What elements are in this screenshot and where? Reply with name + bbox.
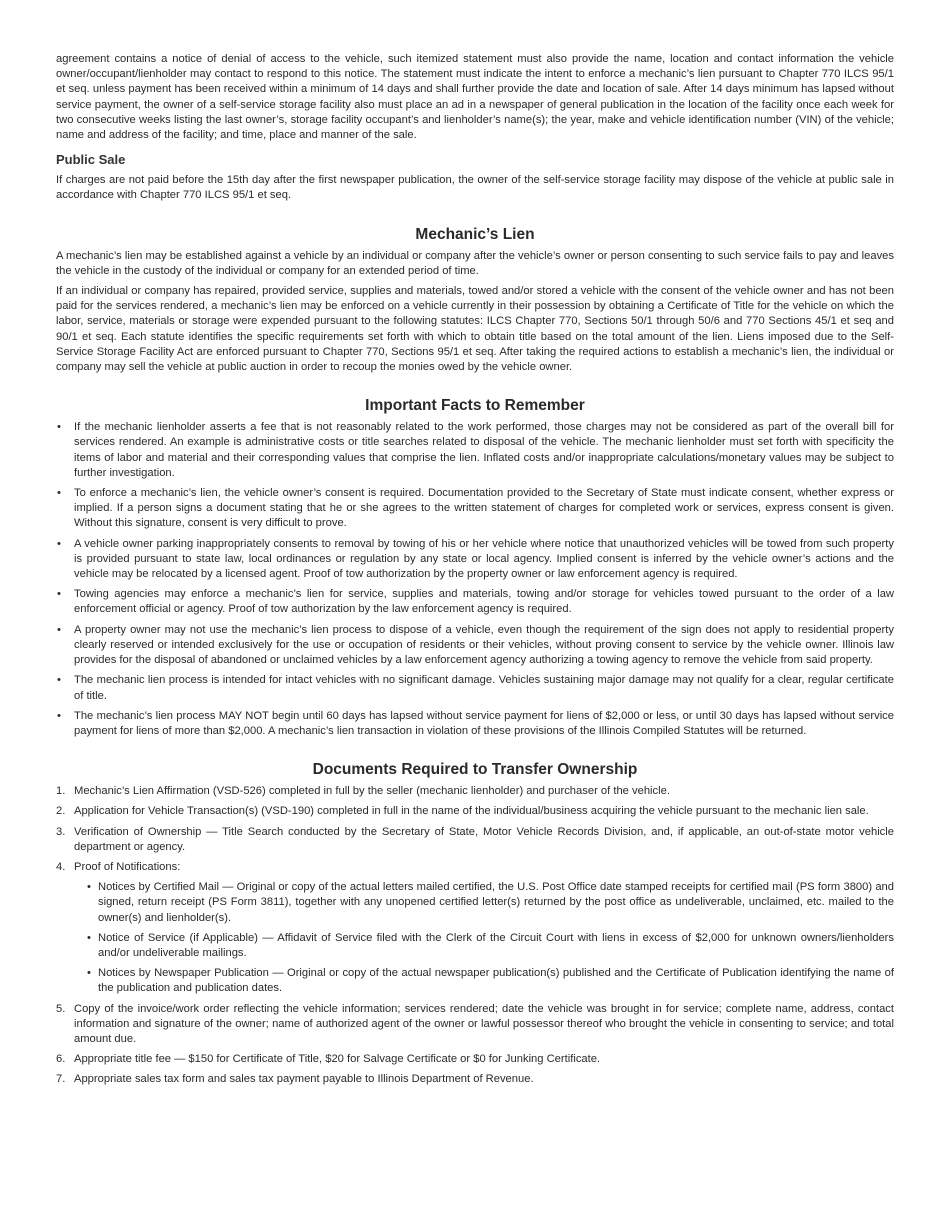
notification-item: [74, 966, 894, 996]
fact-item: [56, 587, 894, 617]
bullet-icon: •: [57, 674, 61, 687]
intro-paragraph: agreement contains a notice of denial of access to the vehicle, such itemized statement must also provide the name, location and contact information the vehicle owner/occupant/lienholder may contact to respond to this notice. The statement must indicate the intent to enforce a mechanic’s lien pursuant to Chapter 770 ILCS 95/1 et seq. unless payment has been received within a minimum of 14 days and shall further provide the date and location of sale. After 14 days minimum has lapsed without service payment, the owner of a self-service storage facility also must place an ad in a newspaper of general publication in the location of the facility once each week for two consecutive weeks listing the last owner’s, storage facility occupant’s and lienholder’s name(s); the year, make and vehicle identification number (VIN) of the vehicle; name and address of the facility; and time, place and manner of the sale.: [56, 53, 894, 142]
document-text: Verification of Ownership — Title Search conducted by the Secretary of State, Motor Vehicle Records Division, and, if applicable, an out-of-state motor vehicle department or agency.: [74, 825, 894, 853]
document-item: [56, 784, 894, 799]
bullet-icon: •: [57, 623, 61, 636]
public-sale-text: If charges are not paid before the 15th day after the first newspaper publication, the owner of the self-service storage facility may dispose of the vehicle at public sale in accordance with Chapter 770 ILCS 95/1 et seq.: [56, 174, 894, 202]
important-facts-title: Important Facts to Remember: [365, 397, 585, 415]
fact-text: A vehicle owner parking inappropriately consents to removal by towing of his or her vehicle where notice that unauthorized vehicles will be towed from such property is provided pursuant to state law, local ordinances or regulation by any state or local agency. Implied consent is inferred by the vehicle owner’s actions and the vehicle may be relocated by a licensed agent. Proof of tow authorization by the property owner or law enforcement agency is required.: [74, 537, 894, 581]
fact-item: [56, 420, 894, 481]
item-number: 1.: [56, 785, 66, 798]
bullet-icon: •: [87, 881, 91, 894]
fact-item: [56, 709, 894, 739]
document-text: Mechanic’s Lien Affirmation (VSD-526) completed in full by the seller (mechanic lienholder) and purchaser of the vehicle.: [74, 785, 670, 798]
item-number: 3.: [56, 825, 66, 838]
bullet-icon: •: [87, 967, 91, 980]
bullet-icon: •: [57, 709, 61, 722]
mechanics-lien-paragraph-2: If an individual or company has repaired, provided service, supplies and materials, towed and/or stored a vehicle with the consent of the vehicle owner and has not been paid for the services rendered, a mechanic’s lien may be enforced on a vehicle currently in their possession by obtaining a Certificate of Title for the vehicle on which the labor, service, materials or storage were expended pursuant to the following statutes: ILCS Chapter 770, Sections 50/1 through 50/6 and 770 Sections 45/1 et seq and 90/1 et seq. Each statute identifies the specific requirements set forth with which to obtain title based on the total amount of the lien. Liens imposed due to the Self-Service Storage Facility Act are enforced pursuant to Chapter 770, Sections 95/1 et seq. After taking the required actions to establish a mechanic’s lien, the individual or company may sell the vehicle at public auction in order to recoup the monies owed by the vehicle owner.: [56, 285, 894, 374]
item-number: 6.: [56, 1053, 66, 1066]
document-text: Appropriate sales tax form and sales tax payment payable to Illinois Department of Revenue.: [74, 1073, 534, 1086]
bullet-icon: •: [57, 487, 61, 500]
fact-text: If the mechanic lienholder asserts a fee that is not reasonably related to the work performed, those charges may not be considered as part of the overall bill for services rendered. An example is administrative costs or title searches related to disposal of the vehicle. The mechanic lienholder must set forth with specificity the items of labor and material and their corresponding values that comprise the lien. Inflated costs and/or inappropriate calculations/monetary values may be subject to further investigation.: [74, 421, 894, 479]
important-facts-list: [56, 420, 894, 739]
bullet-icon: •: [57, 537, 61, 550]
documents-required-title: Documents Required to Transfer Ownership: [312, 761, 638, 779]
document-item: [56, 860, 894, 997]
document-text: Appropriate title fee — $150 for Certificate of Title, $20 for Salvage Certificate or $0 for Junking Certificate.: [74, 1053, 601, 1066]
document-text: Proof of Notifications:: [74, 860, 181, 873]
fact-text: The mechanic’s lien process MAY NOT begin until 60 days has lapsed without service payment for liens of $2,000 or less, or until 30 days has lapsed without service payment for liens of more than $2,000. A mechanic’s lien transaction in violation of these provisions of the Illinois Compiled Statutes will be returned.: [74, 709, 894, 737]
item-number: 5.: [56, 1002, 66, 1015]
public-sale-heading: Public Sale: [56, 152, 126, 168]
notification-item: [74, 931, 894, 961]
bullet-icon: •: [57, 588, 61, 601]
fact-item: [56, 673, 894, 703]
fact-text: A property owner may not use the mechanic’s lien process to dispose of a vehicle, even though the requirement of the sign does not apply to residential property clearly reserved or intended exclusively for the use or occupation of residents or their vehicles, without proving consent to service by the vehicle owner. Illinois law provides for the disposal of abandoned or unclaimed vehicles by a law enforcement agency authorizing a towing agency to remove the vehicle from said property.: [74, 623, 894, 667]
item-number: 2.: [56, 805, 66, 818]
item-number: 4.: [56, 860, 66, 873]
mechanics-lien-title: Mechanic’s Lien: [415, 225, 535, 243]
bullet-icon: •: [87, 931, 91, 944]
document-text: Copy of the invoice/work order reflecting the vehicle information; services rendered; date the vehicle was brought in for service; complete name, address, contact information and signature of the owner; name of authorized agent of the owner or lawful possessor thereof who brought the vehicle in consenting to service; and total amount due.: [74, 1002, 894, 1045]
document-item: [56, 825, 894, 855]
fact-text: Towing agencies may enforce a mechanic’s lien for service, supplies and materials, towing and/or storage for vehicles towed pursuant to the order of a law enforcement official or agency. Proof of tow authorization by the law enforcement agency is required.: [74, 588, 894, 616]
notification-text: Notices by Newspaper Publication — Original or copy of the actual newspaper publication(s) published and the Certificate of Publication identifying the name of the publication and publication dates.: [98, 967, 894, 995]
notification-item: [74, 880, 894, 926]
item-number: 7.: [56, 1073, 66, 1086]
document-item: [56, 1072, 894, 1087]
notification-text: Notices by Certified Mail — Original or copy of the actual letters mailed certified, the U.S. Post Office date stamped receipts for certified mail (PS form 3800) and signed, return receipt (PS Form 3811), together with any unopened certified letter(s) returned by the post office as undeliverable, unclaimed, etc. mailed to the owner(s) and lienholder(s).: [98, 881, 894, 924]
document-text: Application for Vehicle Transaction(s) (VSD-190) completed in full in the name of the individual/business acquiring the vehicle pursuant to the mechanic lien sale.: [74, 805, 869, 818]
mechanics-lien-paragraph-1: A mechanic’s lien may be established against a vehicle by an individual or company after the vehicle’s owner or person consenting to such service fails to pay and leaves the vehicle in the custody of the individual or company for an extended period of time.: [56, 249, 894, 277]
fact-item: [56, 623, 894, 669]
bullet-icon: •: [57, 421, 61, 434]
notification-text: Notice of Service (if Applicable) — Affidavit of Service filed with the Clerk of the Circuit Court with liens in excess of $2,000 for unknown owners/lienholders and/or undeliverable mailings.: [98, 931, 894, 959]
document-item: [56, 804, 894, 819]
notifications-sublist: [74, 880, 894, 996]
fact-item: [56, 537, 894, 583]
document-item: [56, 1002, 894, 1048]
documents-required-list: [56, 784, 894, 1087]
document-item: [56, 1052, 894, 1067]
fact-text: The mechanic lien process is intended for intact vehicles with no significant damage. Vehicles sustaining major damage may not qualify for a clear, regular certificate of title.: [74, 674, 894, 702]
fact-text: To enforce a mechanic’s lien, the vehicle owner’s consent is required. Documentation provided to the Secretary of State must indicate consent, whether express or implied. If a person signs a document stating that he or she agrees to the written statement of charges for completed work or services, express consent is given. Without this signature, consent is very difficult to prove.: [74, 487, 894, 530]
fact-item: [56, 486, 894, 532]
